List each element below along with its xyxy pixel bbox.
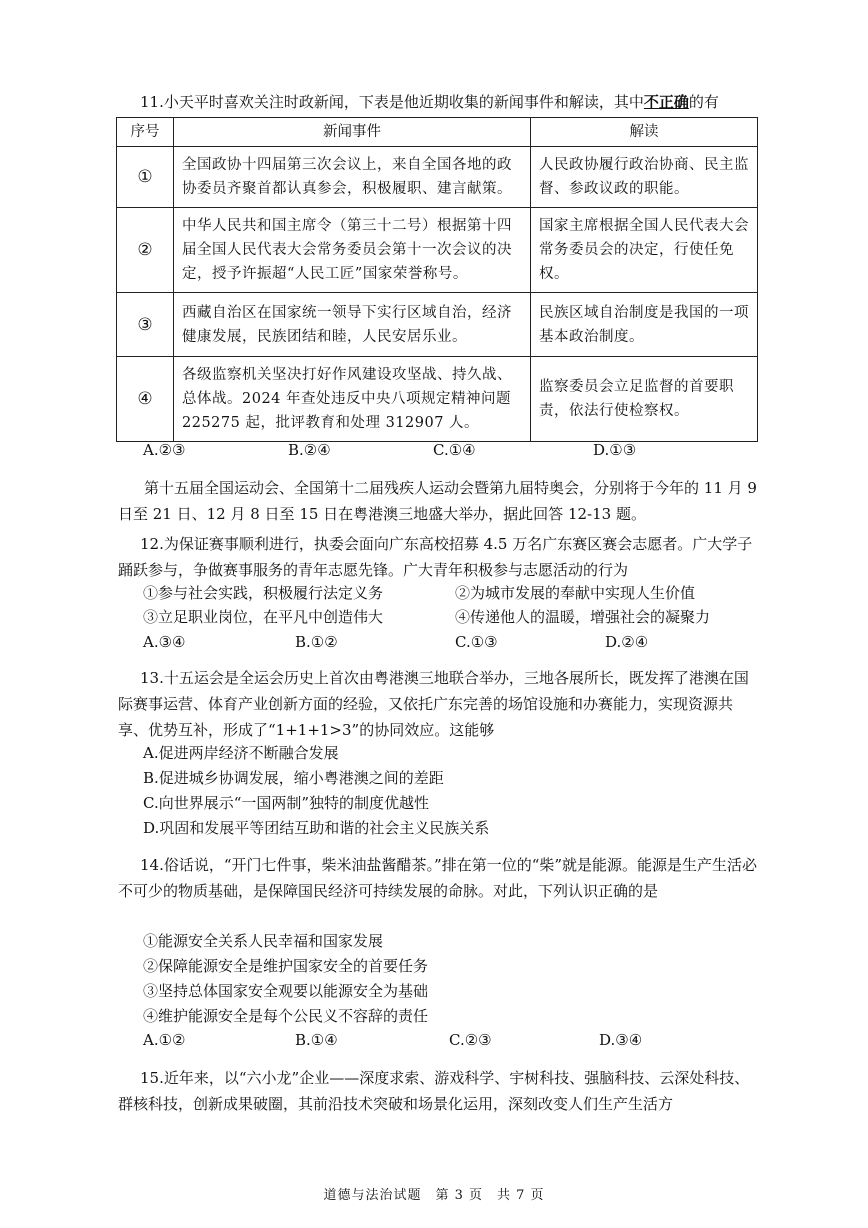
option-d[interactable]: D.③④ <box>599 1031 643 1049</box>
intro-paragraph: 第十五届全国运动会、全国第十二届残疾人运动会暨第九届特奥会，分别将于今年的 11 月 9 日至 21 日、12 月 8 日至 15 日在粤港澳三地盛大举办，据此回答 12-13 题。 <box>118 479 757 523</box>
header-num: 序号 <box>117 118 174 147</box>
row-interp: 国家主席根据全国人民代表大会常务委员会的决定，行使任免权。 <box>531 208 758 293</box>
row-num: ① <box>117 147 174 208</box>
q12-options <box>143 631 743 655</box>
q13-option-d[interactable]: D.巩固和发展平等团结互助和谐的社会主义民族关系 <box>143 819 490 837</box>
question-13-stem: 13.十五运会是全运会历史上首次由粤港澳三地联合举办，三地各展所长，既发挥了港澳在国际赛事运营、体育产业创新方面的经验，又依托广东完善的场馆设施和办赛能力，实现资源共享、优势互补，形成了“1+1+1>3”的协同效应。这能够 <box>118 669 749 739</box>
q11-emphasis: 不正确 <box>643 93 689 111</box>
option-a[interactable]: A.①② <box>143 1031 186 1049</box>
q14-item-1: ①能源安全关系人民幸福和国家发展 <box>143 932 384 950</box>
table-row <box>117 147 758 208</box>
option-a[interactable]: A.③④ <box>143 633 186 651</box>
table-row <box>117 293 758 357</box>
row-interp: 监察委员会立足监督的首要职责，依法行使检察权。 <box>531 357 758 442</box>
row-event: 各级监察机关坚决打好作风建设攻坚战、持久战、总体战。2024 年查处违反中央八项规定精神问题 225275 起，批评教育和处理 312907 人。 <box>174 357 531 442</box>
option-b[interactable]: B.①② <box>295 633 338 651</box>
table-row <box>117 208 758 293</box>
option-d[interactable]: D.①③ <box>593 441 637 459</box>
q12-items-row2 <box>143 606 743 630</box>
table-row <box>117 357 758 442</box>
row-num: ③ <box>117 293 174 357</box>
question-14-stem: 14.俗话说，“开门七件事，柴米油盐酱醋茶。”排在第一位的“柴”就是能源。能源是生产生活必不可少的物质基础，是保障国民经济可持续发展的命脉。对此，下列认识正确的是 <box>118 856 758 900</box>
q14-item-3: ③坚持总体国家安全观要以能源安全为基础 <box>143 982 429 1000</box>
q13-option-a[interactable]: A.促进两岸经济不断融合发展 <box>143 744 339 762</box>
q12-item-2: ②为城市发展的奉献中实现人生价值 <box>455 584 696 602</box>
option-b[interactable]: B.②④ <box>288 441 331 459</box>
q12-item-1: ①参与社会实践，积极履行法定义务 <box>143 584 384 602</box>
option-d[interactable]: D.②④ <box>605 633 649 651</box>
question-12-stem: 12.为保证赛事顺利进行，执委会面向广东高校招募 4.5 万名广东赛区赛会志愿者。广大学子踊跃参与，争做赛事服务的青年志愿先锋。广大青年积极参与志愿活动的行为 <box>118 535 753 579</box>
row-num: ② <box>117 208 174 293</box>
row-event: 中华人民共和国主席令（第三十二号）根据第十四届全国人民代表大会常务委员会第十一次会议的决定，授予许振超“人民工匠”国家荣誉称号。 <box>174 208 531 293</box>
option-c[interactable]: C.①④ <box>433 441 476 459</box>
option-c[interactable]: C.②③ <box>449 1031 492 1049</box>
page-footer: 道德与法治试题 第 3 页 共 7 页 <box>323 1188 545 1203</box>
row-event: 全国政协十四届第三次会议上，来自全国各地的政协委员齐聚首都认真参会，积极履职、建言献策。 <box>174 147 531 208</box>
q11-stem-text: 11.小天平时喜欢关注时政新闻，下表是他近期收集的新闻事件和解读，其中 <box>140 93 644 111</box>
q14-item-4: ④维护能源安全是每个公民义不容辞的责任 <box>143 1007 429 1025</box>
q13-option-c[interactable]: C.向世界展示“一国两制”独特的制度优越性 <box>143 794 430 812</box>
row-num: ④ <box>117 357 174 442</box>
q11-stem-end: 的有 <box>688 93 719 111</box>
q13-option-b[interactable]: B.促进城乡协调发展，缩小粤港澳之间的差距 <box>143 769 444 787</box>
header-interp: 解读 <box>531 118 758 147</box>
q14-options <box>143 1029 743 1053</box>
row-interp: 人民政协履行政治协商、民主监督、参政议政的职能。 <box>531 147 758 208</box>
table-header-row <box>117 118 758 147</box>
question-11-stem <box>118 89 758 115</box>
q12-item-4: ④传递他人的温暖，增强社会的凝聚力 <box>455 608 711 626</box>
row-interp: 民族区域自治制度是我国的一项基本政治制度。 <box>531 293 758 357</box>
q12-item-3: ③立足职业岗位，在平凡中创造伟大 <box>143 608 384 626</box>
row-event: 西藏自治区在国家统一领导下实行区域自治，经济健康发展，民族团结和睦，人民安居乐业。 <box>174 293 531 357</box>
news-table <box>116 117 758 442</box>
q11-options <box>143 439 743 463</box>
question-15-stem: 15.近年来，以“六小龙”企业——深度求索、游戏科学、宇树科技、强脑科技、云深处科技、群核科技，创新成果破圈，其前沿技术突破和场景化运用，深刻改变人们生产生活方 <box>118 1069 750 1113</box>
option-c[interactable]: C.①③ <box>455 633 498 651</box>
option-b[interactable]: B.①④ <box>295 1031 338 1049</box>
header-event: 新闻事件 <box>174 118 531 147</box>
q14-item-2: ②保障能源安全是维护国家安全的首要任务 <box>143 957 429 975</box>
q12-items-row1 <box>143 582 743 606</box>
option-a[interactable]: A.②③ <box>143 441 186 459</box>
